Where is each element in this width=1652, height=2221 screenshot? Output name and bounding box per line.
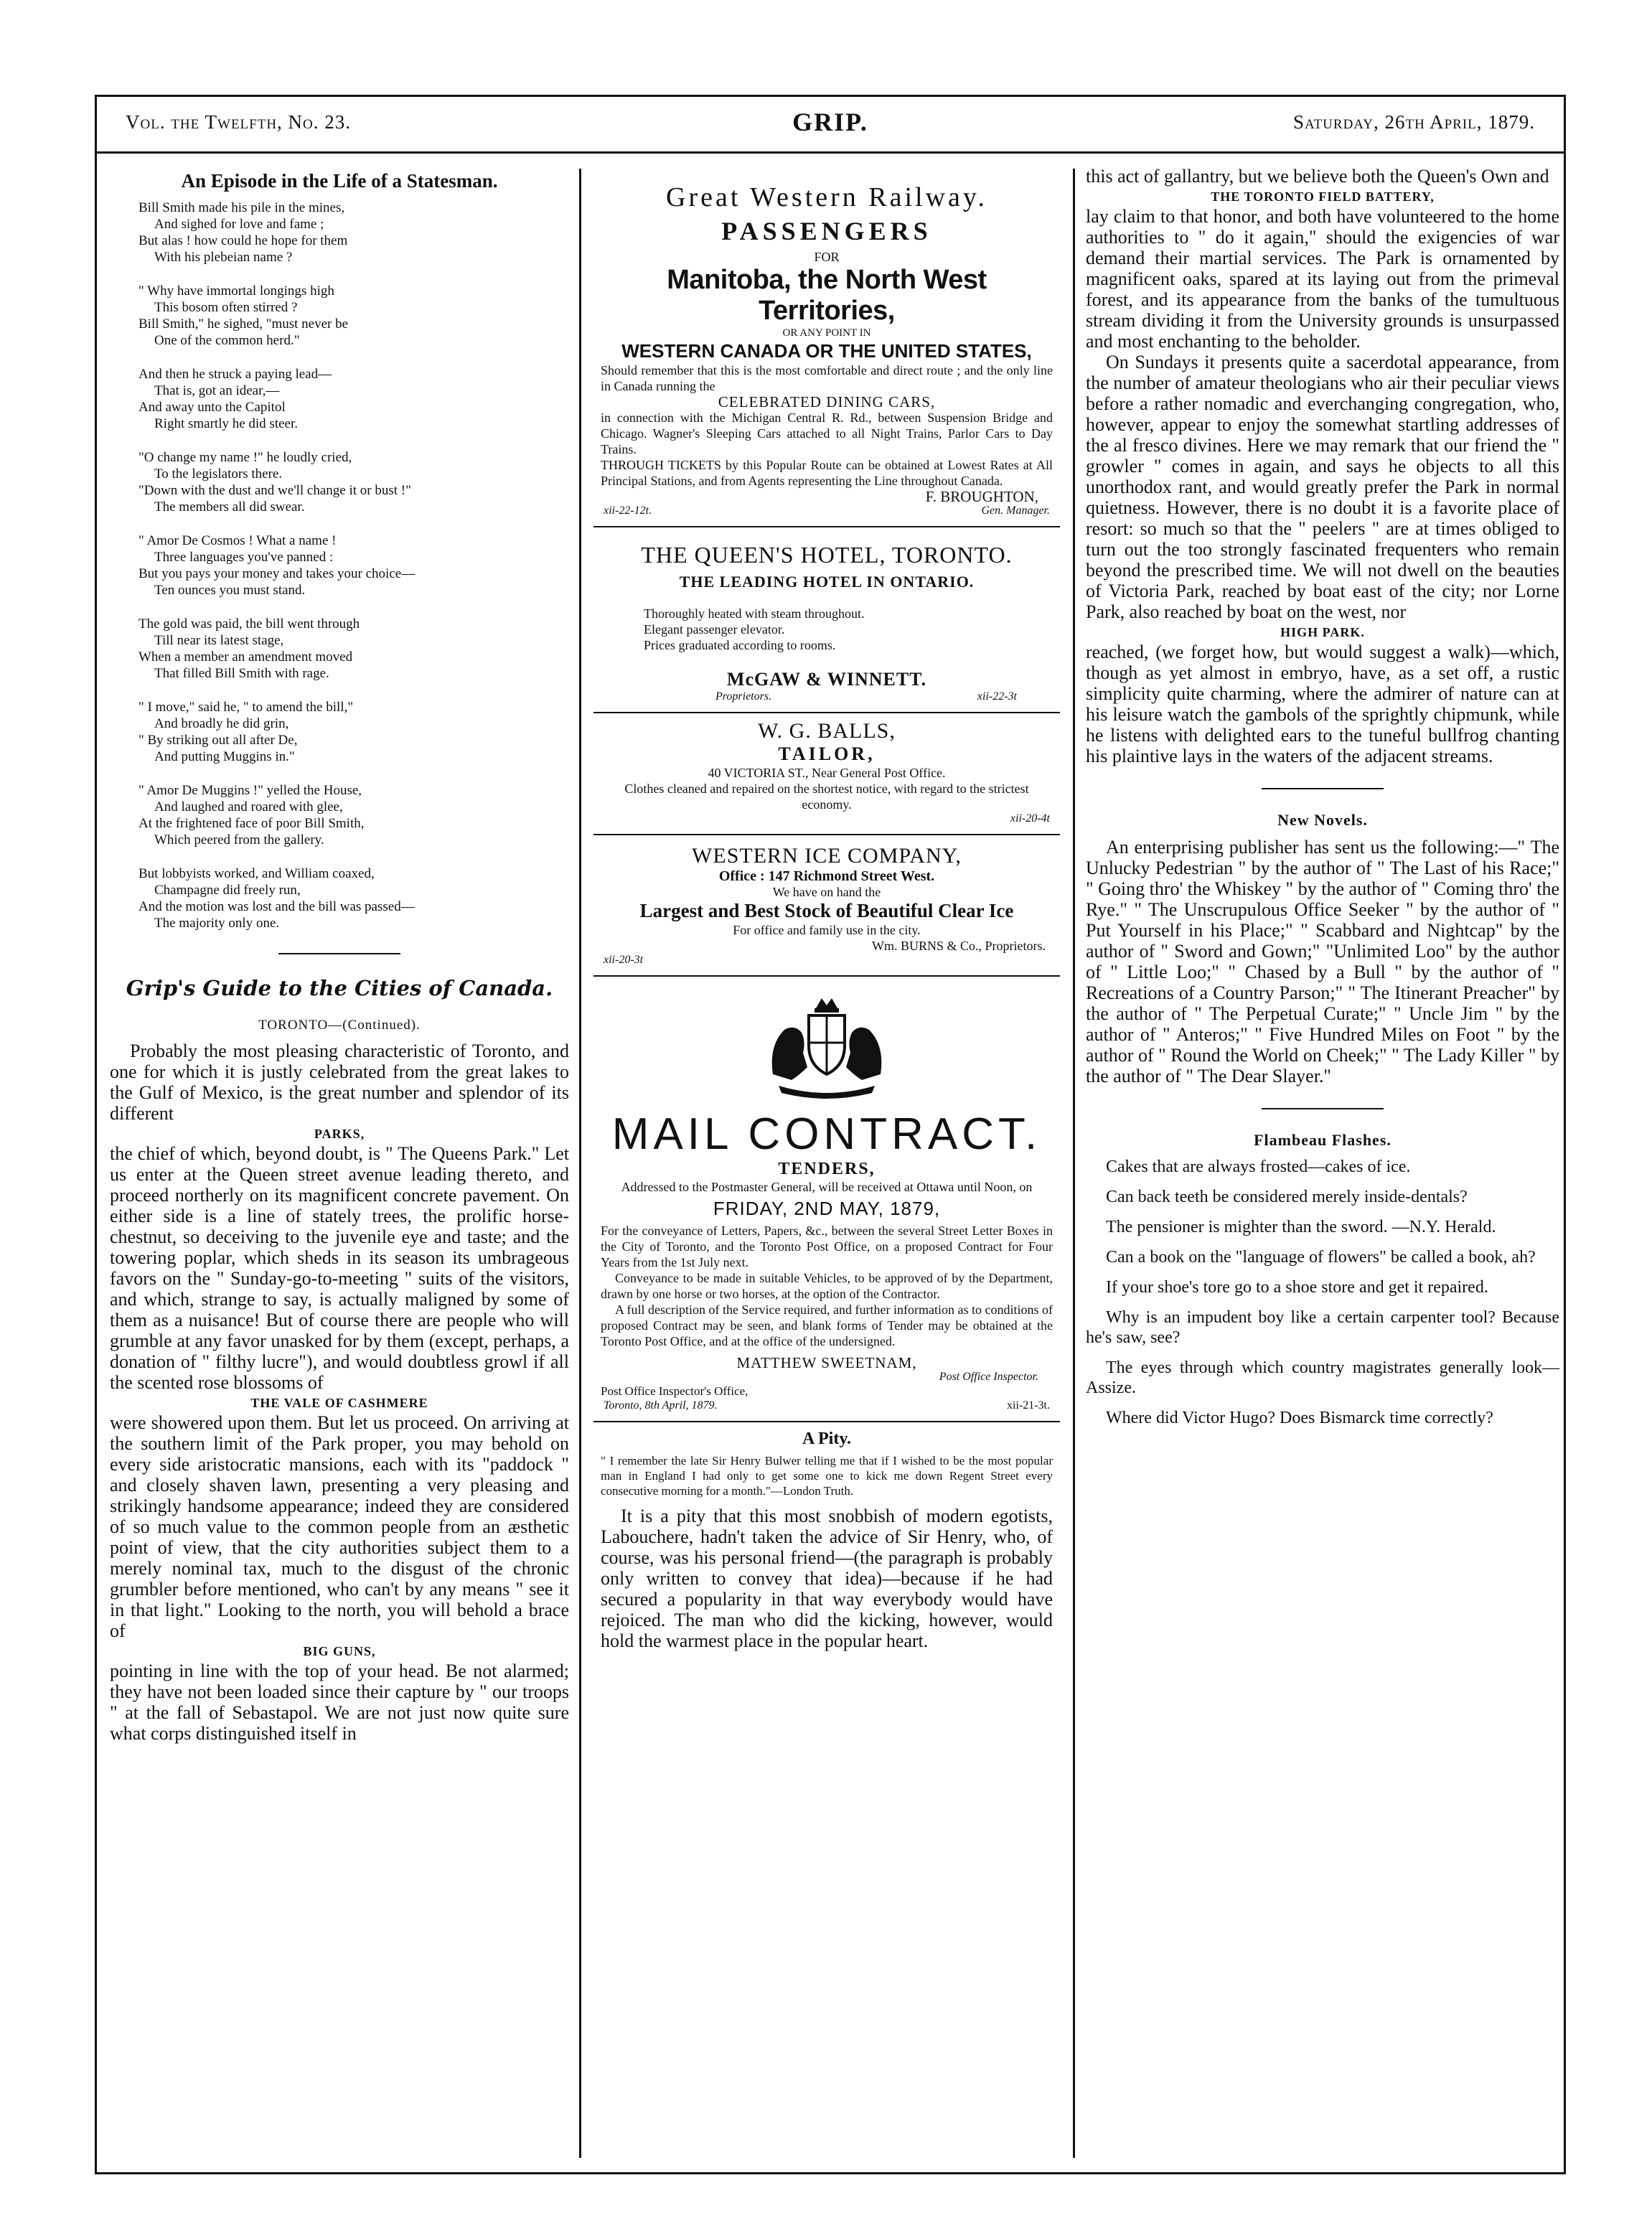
ad-text: in connection with the Michigan Central R. Rd., between Suspension Bridge and Chicago. Wagner's Sleeping Cars attached to all Night Trains, Parlor Cars to Day Trains.: [601, 410, 1053, 456]
article-subhead: THE VALE OF CASHMERE: [250, 1396, 428, 1410]
ad-ref: xii-22-12t.: [604, 504, 652, 517]
flash-item: If your shoe's tore go to a shoe store and get it repaired.: [1106, 1278, 1488, 1297]
ad-ref: xii-22-3t: [977, 690, 1017, 703]
ad-headline: TAILOR,: [778, 743, 876, 764]
poem-stanza: [139, 699, 569, 765]
poem-stanza: [139, 199, 569, 266]
flash-item: Can a book on the "language of flowers" be called a book, ah?: [1106, 1248, 1536, 1267]
royal-coat-of-arms-icon: [751, 995, 902, 1103]
ad-text: Thoroughly heated with steam throughout.: [644, 606, 865, 621]
section-title: A Pity.: [802, 1429, 851, 1448]
poem-line: " Amor De Cosmos ! What a name !: [139, 533, 337, 548]
column-2: [593, 166, 1060, 1651]
ad-text: FOR: [814, 250, 840, 264]
poem-stanza: [139, 865, 569, 931]
column-1: [110, 166, 569, 1744]
ad-western-ice-company: [593, 835, 1060, 977]
section-title: New Novels.: [1277, 811, 1368, 829]
poem-line: " Amor De Muggins !" yelled the House,: [139, 783, 362, 798]
article-subhead: HIGH PARK.: [1280, 625, 1365, 639]
poem-line: And laughed and roared with glee,: [154, 799, 343, 814]
ad-footer: [601, 690, 1053, 703]
ad-role: Post Office Inspector.: [939, 1371, 1038, 1383]
poem-line: That is, got an idear,—: [154, 383, 280, 398]
poem-line: Bill Smith," he sighed, "must never be: [139, 316, 349, 332]
poem-line: With his plebeian name ?: [154, 250, 293, 265]
separator: [1262, 1108, 1384, 1109]
article-paragraph: reached, (we forget how, but would suggest a walk)—which, though as yet almost in embryo, have, as a set off, a rustic simplicity quite charming, where the admirer of nature can at his leisure watch the gambols of the sprightly chipmunk, while he listens with delighted ears to the tuneful bullfrog chanting his plaintive lays in the waters of the adjacent streams.: [1086, 642, 1559, 766]
flash-item: Where did Victor Hugo? Does Bismarck time correctly?: [1106, 1409, 1493, 1427]
poem-line: " By striking out all after De,: [139, 733, 298, 748]
poem-line: One of the common herd.": [154, 333, 300, 348]
ad-text: Addressed to the Postmaster General, will be received at Ottawa until Noon, on: [621, 1180, 1033, 1194]
ad-headline: PASSENGERS: [721, 217, 932, 245]
flash-item: Cakes that are always frosted—cakes of ice.: [1106, 1158, 1411, 1176]
article-subhead: THE TORONTO FIELD BATTERY,: [1211, 189, 1435, 204]
ad-balls-tailor: [593, 713, 1060, 835]
block-quote: " I remember the late Sir Henry Bulwer telling me that if I wished to be the most popular man in England I had only to get some one to kick me down Regent Street every consecutive morning for a month."—London Truth.: [601, 1454, 1053, 1498]
poem-line: And away unto the Capitol: [139, 400, 286, 415]
article-paragraph: the chief of which, beyond doubt, is " The Queens Park." Let us enter at the Queen street avenue leading thereto, and proceed northerly on its magnificent concrete pavement. On either side is a line of stately trees, the prolific horse-chestnut, so deceiving to the juvenile eye and taste; and the towering poplar, which sheds in its season its umbrageous favors on the " Sunday-go-to-meeting " suits of the visitors, and which, strange to say, is actually maligned by some of them as a nuisance! But of course there are people who will grumble at any favor unasked for by them (except, perhaps, a donation of " filthy lucre"), and would doubtless growl if all the scented rose blossoms of: [110, 1143, 569, 1393]
poem-body: [110, 199, 569, 931]
poem-line: "Down with the dust and we'll change it or bust !": [139, 483, 411, 498]
ad-text: Office : 147 Richmond Street West.: [718, 868, 935, 884]
ad-ref: xii-20-4t: [1010, 812, 1050, 825]
ad-role: Gen. Manager.: [981, 504, 1050, 517]
article-paragraph: Probably the most pleasing characteristic of Toronto, and one for which it is justly celebrated from the great lakes to the Gulf of Mexico, is the great number and splendor of its different: [110, 1041, 569, 1124]
ad-headline: TENDERS,: [778, 1160, 876, 1178]
ad-title: MAIL CONTRACT.: [611, 1109, 1042, 1159]
ad-headline: McGAW & WINNETT.: [726, 669, 927, 690]
poem-line: Till near its latest stage,: [154, 633, 284, 648]
ad-text: THROUGH TICKETS by this Popular Route can be obtained at Lowest Rates at All Principal Stations, and from Agents representing the Line throughout Canada.: [601, 458, 1053, 488]
flashes-list: [1086, 1157, 1559, 1428]
ad-signer: F. BROUGHTON,: [925, 488, 1038, 505]
ad-role: Proprietors.: [715, 690, 772, 703]
ad-text: For office and family use in the city.: [733, 923, 921, 937]
poem-line: And putting Muggins in.": [154, 749, 295, 764]
ad-text: We have on hand the: [772, 885, 881, 899]
ad-footer: [601, 812, 1053, 825]
separator: [278, 953, 400, 954]
ad-date: FRIDAY, 2ND MAY, 1879,: [713, 1198, 941, 1219]
ad-footer: [601, 954, 1053, 967]
ad-headline: THE LEADING HOTEL IN ONTARIO.: [679, 573, 975, 591]
poem-line: Which peered from the gallery.: [154, 832, 324, 847]
ad-title: THE QUEEN'S HOTEL, TORONTO.: [641, 542, 1013, 568]
poem-title: An Episode in the Life of a Statesman.: [181, 170, 498, 192]
ad-headline: Largest and Best Stock of Beautiful Clear Ice: [639, 900, 1014, 921]
poem-line: To the legislators there.: [154, 466, 283, 482]
guide-subtitle: TORONTO—(Continued).: [258, 1018, 421, 1033]
poem-line: The majority only one.: [154, 916, 280, 931]
flash-item: Why is an impudent boy like a certain carpenter tool? Because he's saw, see?: [1086, 1308, 1559, 1347]
ad-headline: WESTERN CANADA OR THE UNITED STATES,: [621, 340, 1032, 362]
ad-text: Prices graduated according to rooms.: [644, 638, 836, 652]
ad-ref: xii-21-3t.: [1007, 1399, 1050, 1412]
poem-stanza: [139, 449, 569, 515]
poem-line: The members all did swear.: [154, 499, 305, 515]
ad-place: Toronto, 8th April, 1879.: [604, 1399, 718, 1412]
column-rule: [1073, 169, 1075, 2158]
newspaper-page: [95, 95, 1566, 2174]
separator: [1262, 788, 1384, 789]
poem-line: Three languages you've panned :: [154, 550, 334, 565]
ad-footer: [601, 504, 1053, 517]
section-title: Flambeau Flashes.: [1254, 1131, 1391, 1149]
ad-title: W. G. BALLS,: [758, 719, 896, 743]
article-paragraph: lay claim to that honor, and both have volunteered to the home authorities to " do it again," should the exigencies of war demand their martial services. The Park is ornamented by magnificent oaks, spared at its laying out from the primeval forest, and its appearance from the banks of the tumultuous stream dividing it from the University grounds is unsurpassed and most enchanting to the beholder.: [1086, 206, 1559, 352]
poem-line: Ten ounces you must stand.: [154, 583, 306, 598]
poem-line: Champagne did freely run,: [154, 883, 301, 898]
poem-line: " I move," said he, " to amend the bill,": [139, 700, 354, 715]
flash-item: Can back teeth be considered merely inside-dentals?: [1106, 1188, 1468, 1206]
ad-text: Post Office Inspector's Office,: [601, 1384, 748, 1398]
poem-line: And the motion was lost and the bill was passed—: [139, 899, 415, 914]
poem-line: Right smartly he did steer.: [154, 416, 299, 431]
ad-queens-hotel: [593, 527, 1060, 713]
ad-role-row: [601, 1371, 1053, 1384]
ad-footer: [601, 1399, 1053, 1412]
article-paragraph: It is a pity that this most snobbish of modern egotists, Labouchere, hadn't taken the advice of Sir Henry, who, of course, was his personal friend—(the paragraph is probably only written to convey that idea)—because if he had secured a popularity in that way everybody would have rejoiced. The man who did the kicking, however, would hold the warmest place in the popular heart.: [601, 1506, 1053, 1651]
ad-title: WESTERN ICE COMPANY,: [692, 844, 962, 868]
ad-great-western-railway: [593, 166, 1060, 527]
poem-line: But lobbyists worked, and William coaxed,: [139, 866, 375, 881]
article-paragraph: pointing in line with the top of your head. Be not alarmed; they have not been loaded since their capture by " our troops " at the fall of Sebastapol. We are not just now quite sure what corps distinguished itself in: [110, 1661, 569, 1744]
ad-title: Great Western Railway.: [666, 182, 987, 212]
ad-text: OR ANY POINT IN: [782, 327, 871, 339]
column-3: [1086, 166, 1559, 1438]
ad-text: For the conveyance of Letters, Papers, &c., between the several Street Letter Boxes in the City of Toronto, and the Toronto Post Office, on a proposed Contract for Four Years from the 1st July next.: [601, 1224, 1053, 1269]
poem-line: Bill Smith made his pile in the mines,: [139, 200, 345, 215]
poem-stanza: [139, 283, 569, 349]
article-paragraph: An enterprising publisher has sent us the following:—" The Unlucky Pedestrian " by the author of " The Last of his Race;" " Going thro' the Whiskey " by the author of " Coming thro' the Rye." " The Unscrupulous Office Seeker " by the author of " Put Yourself in his Place;" " Scabbard and Nightcap" by the author of " Sword and Gown;" "Unlimited Loo" by the author of " Little Loo;" " Chased by a Bull " by the author of " Recreations of a Country Parson;" " The Itinerant Preacher" by the author of " The Perpetual Curate;" " Uncle Jim " by the author of " Anteros;" " Five Hundred Miles on Foot " by the author of " Round the World on Cheek;" " The Lady Killer " by the author of " The Dear Slayer.": [1086, 837, 1559, 1086]
ad-text: CELEBRATED DINING CARS,: [718, 393, 936, 410]
poem-line: And sighed for love and fame ;: [154, 217, 324, 232]
poem-line: But you pays your money and takes your choice—: [139, 566, 416, 581]
article-subhead: PARKS,: [314, 1127, 365, 1141]
ad-signer: MATTHEW SWEETNAM,: [736, 1354, 917, 1371]
flash-item: The eyes through which country magistrates generally look—Assize.: [1086, 1358, 1559, 1397]
guide-title: Grip's Guide to the Cities of Canada.: [126, 976, 553, 1000]
poem-line: But alas ! how could he hope for them: [139, 233, 348, 248]
poem-line: "O change my name !" he loudly cried,: [139, 450, 352, 465]
ad-headline: Manitoba, the North West Territories,: [667, 265, 987, 326]
ad-text: Clothes cleaned and repaired on the shortest notice, with regard to the strictest economy.: [624, 781, 1029, 812]
poem-line: And broadly he did grin,: [154, 716, 289, 731]
poem-line: This bosom often stirred ?: [154, 300, 298, 315]
poem-stanza: [139, 616, 569, 682]
article-subhead: BIG GUNS,: [303, 1644, 376, 1658]
ad-text: A full description of the Service required, and further information as to conditions of proposed Contract may be seen, and blank forms of Tender may be obtained at the Toronto Post Office, and at the office of the undersigned.: [601, 1302, 1053, 1348]
article-paragraph: On Sundays it presents quite a sacerdotal appearance, from the number of amateur theologians who air their peculiar views before a rather nomadic and everchanging congregation, who, however, appear to enjoy the somewhat startling addresses of the al fresco divines. Here we may remark that our friend the " growler " comes in again, and says he objects to all this unorthodox rant, and would greatly prefer the Park in normal quietness. However, there is no doubt it is a favorite place of resort: so much so that the " peelers " are at times obliged to turn out the too strongly fascinated frequenters who remain beyond the prescribed time. We will not dwell on the beauties of Victoria Park, reached by boat east of the city; nor Lorne Park, also reached by boat on the west, nor: [1086, 352, 1559, 622]
poem-line: At the frightened face of poor Bill Smith,: [139, 816, 365, 831]
ad-text: Conveyance to be made in suitable Vehicles, to be approved of by the Department, drawn by one horse or two horses, at the option of the Contractor.: [601, 1271, 1053, 1301]
article-paragraph: were showered upon them. But let us proceed. On arriving at the southern limit of the Park proper, you may behold on every side aristocratic mansions, each with its "paddock " and closely shaven lawn, presenting a very pleasing and strikingly handsome appearance; indeed they are considered of so much value to the common people from an æsthetic point of view, that the city authorities subject them to a merely nominal tax, much to the disgust of the chronic grumbler before mentioned, who can't by any means " see it in that light." Looking to the north, you will behold a brace of: [110, 1412, 569, 1641]
ad-mail-contract: [593, 977, 1060, 1422]
poem-line: And then he struck a paying lead—: [139, 367, 332, 382]
issue-date: Saturday, 26th April, 1879.: [1292, 111, 1535, 133]
poem-stanza: [139, 366, 569, 432]
poem-line: That filled Bill Smith with rage.: [154, 666, 329, 681]
poem-line: When a member an amendment moved: [139, 649, 353, 665]
ad-text: Elegant passenger elevator.: [644, 622, 785, 637]
poem-line: The gold was paid, the bill went through: [139, 616, 360, 631]
masthead: [97, 97, 1564, 154]
ad-ref: xii-20-3t: [604, 954, 644, 966]
ad-text: Should remember that this is the most comfortable and direct route ; and the only line in Canada running the: [601, 363, 1053, 393]
poem-stanza: [139, 532, 569, 598]
poem-line: " Why have immortal longings high: [139, 283, 334, 299]
article-paragraph: this act of gallantry, but we believe both the Queen's Own and: [1086, 166, 1549, 187]
flash-item: The pensioner is mighter than the sword. —N.Y. Herald.: [1106, 1218, 1496, 1236]
issue-number: Vol. the Twelfth, No. 23.: [126, 111, 352, 133]
poem-stanza: [139, 782, 569, 848]
ad-text: 40 VICTORIA ST., Near General Post Office.: [708, 766, 946, 780]
publication-title: GRIP.: [792, 108, 868, 136]
column-rule: [579, 169, 581, 2158]
ad-signer: Wm. BURNS & Co., Proprietors.: [871, 939, 1046, 953]
